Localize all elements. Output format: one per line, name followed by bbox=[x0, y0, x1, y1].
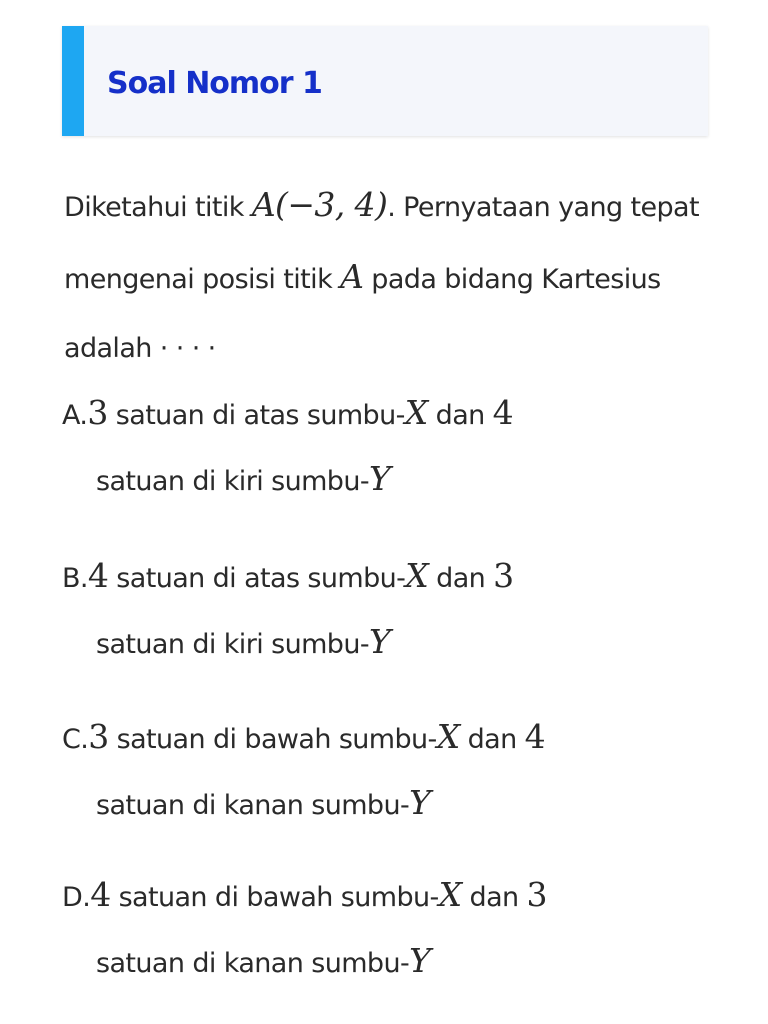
axis-label: X bbox=[436, 717, 460, 756]
option-letter: B. bbox=[62, 563, 88, 594]
ellipsis-dots: · · · · bbox=[159, 333, 216, 364]
option-text: satuan di bawah sumbu- bbox=[110, 882, 439, 913]
option-number: 3 bbox=[526, 875, 547, 914]
question-text-part: . Pernyataan yang tepat mengenai posisi titik bbox=[64, 192, 699, 295]
option-number: 3 bbox=[493, 556, 514, 595]
question-text-part: Diketahui titik bbox=[64, 192, 252, 223]
header-accent-bar bbox=[62, 26, 84, 136]
question-title: Soal Nomor 1 bbox=[107, 66, 322, 101]
axis-label: Y bbox=[368, 622, 391, 661]
axis-label: X bbox=[405, 556, 429, 595]
axis-label: Y bbox=[368, 459, 391, 498]
option-text: satuan di kiri sumbu- bbox=[96, 466, 369, 497]
option-number: 3 bbox=[88, 717, 109, 756]
question-text-part: pada bidang Kartesius adalah bbox=[64, 264, 661, 364]
question-header-card bbox=[62, 26, 708, 136]
option-number: 3 bbox=[87, 393, 108, 432]
axis-label: Y bbox=[409, 783, 431, 822]
option-number: 4 bbox=[87, 556, 109, 595]
option-number: 4 bbox=[524, 717, 545, 756]
option-text: dan bbox=[461, 882, 527, 913]
option-d[interactable] bbox=[62, 870, 742, 986]
option-text: dan bbox=[428, 563, 494, 594]
option-number: 4 bbox=[492, 393, 514, 432]
point-expression: A(−3, 4) bbox=[251, 185, 388, 224]
question-text bbox=[64, 170, 724, 383]
option-text: satuan di kanan sumbu- bbox=[96, 948, 410, 979]
option-text: satuan di kanan sumbu- bbox=[96, 790, 410, 821]
option-text: satuan di atas sumbu- bbox=[107, 400, 405, 431]
option-b[interactable] bbox=[62, 551, 742, 667]
axis-label: Y bbox=[409, 941, 431, 980]
option-letter: A. bbox=[62, 400, 88, 431]
option-c[interactable] bbox=[62, 712, 742, 828]
option-letter: D. bbox=[62, 882, 91, 913]
option-a[interactable] bbox=[62, 388, 742, 504]
axis-label: X bbox=[404, 393, 428, 432]
option-letter: C. bbox=[62, 724, 89, 755]
point-variable: A bbox=[340, 257, 364, 296]
axis-label: X bbox=[438, 875, 462, 914]
option-text: satuan di kiri sumbu- bbox=[96, 629, 369, 660]
option-text: satuan di atas sumbu- bbox=[108, 563, 406, 594]
option-text: dan bbox=[459, 724, 525, 755]
option-text: dan bbox=[427, 400, 493, 431]
option-text: satuan di bawah sumbu- bbox=[108, 724, 437, 755]
option-number: 4 bbox=[90, 875, 111, 914]
